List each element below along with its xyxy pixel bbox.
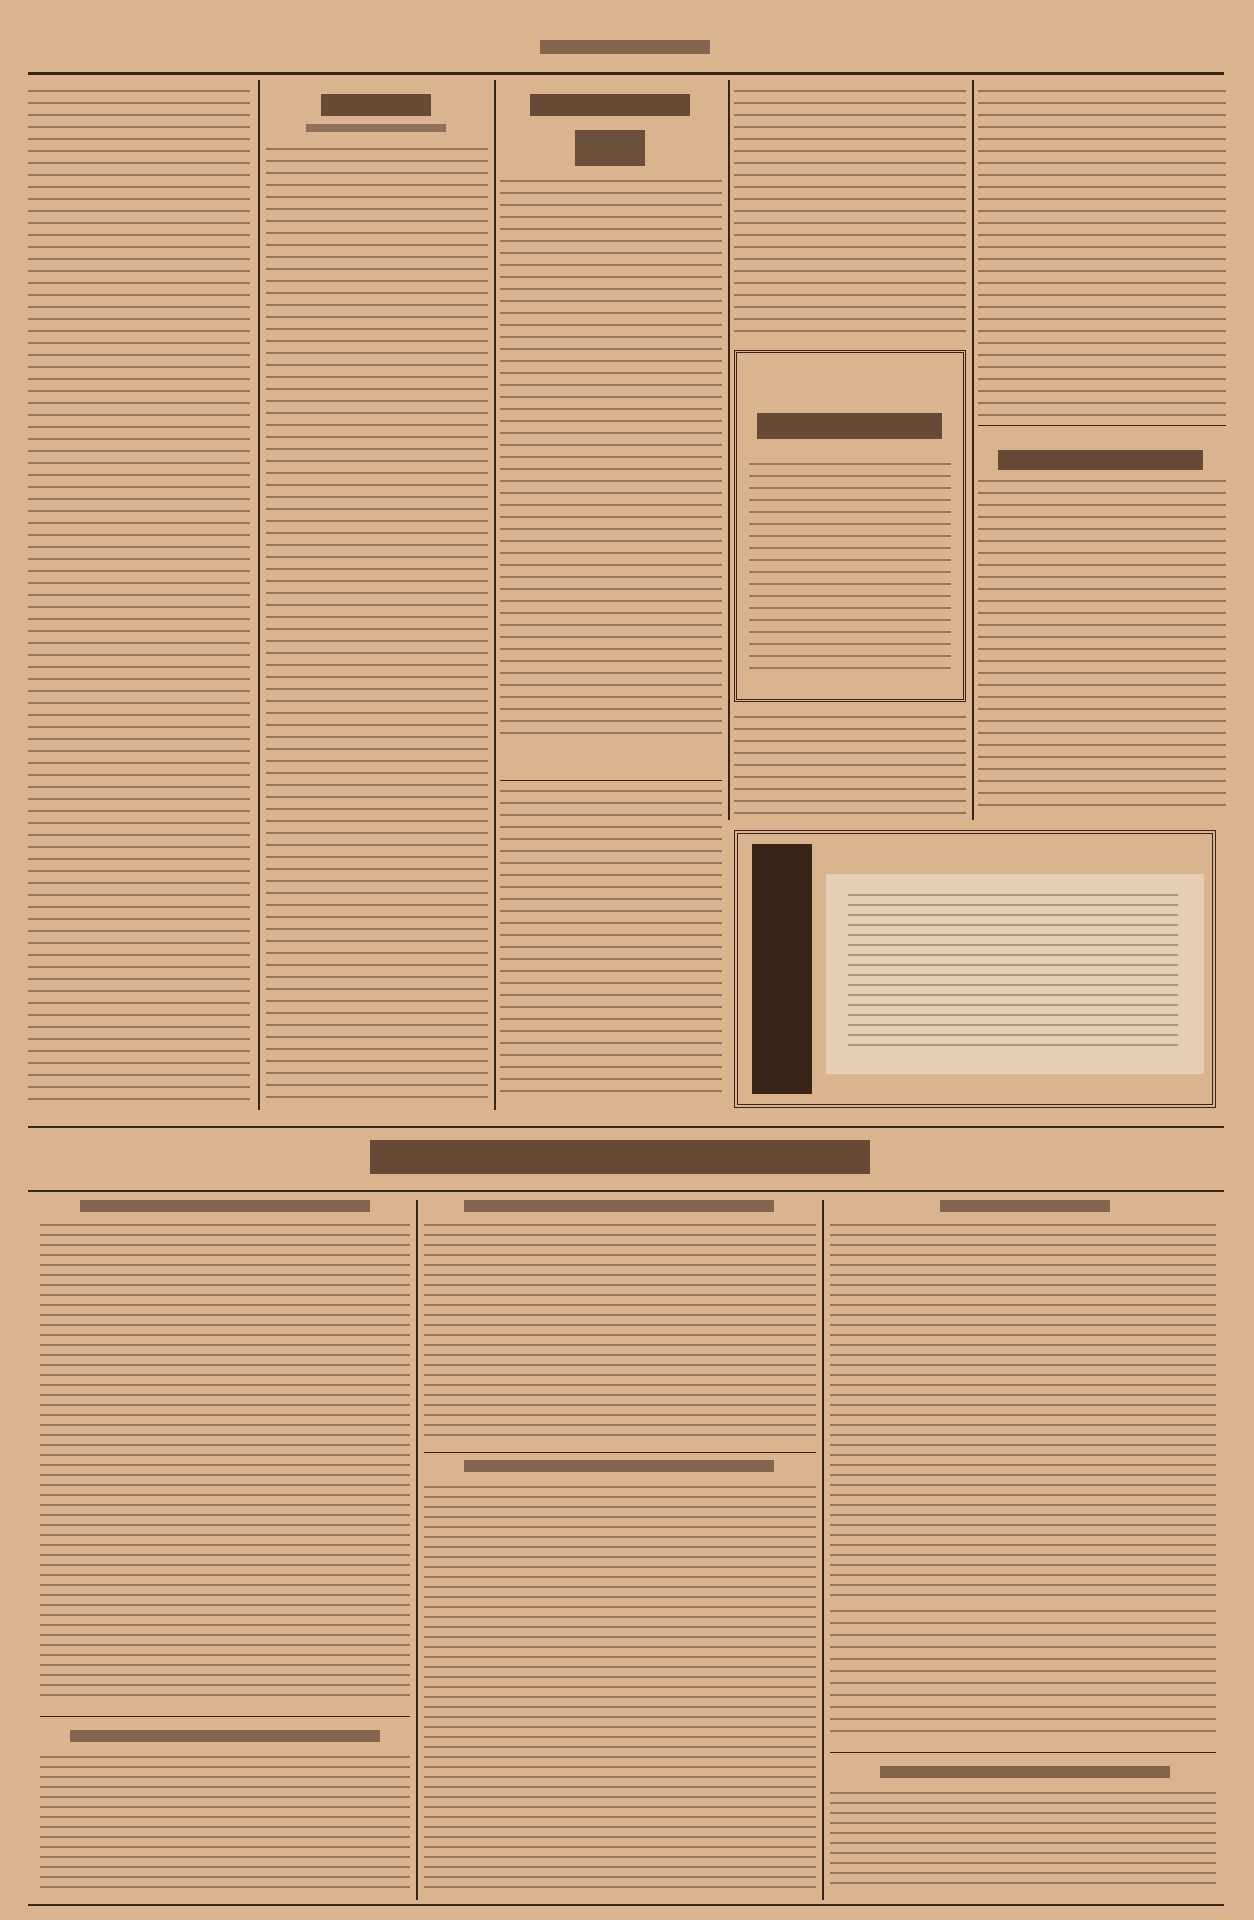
table-heading bbox=[880, 1766, 1170, 1778]
masthead-bar bbox=[540, 40, 710, 54]
vertical-brand-banner bbox=[752, 844, 812, 1094]
column-divider bbox=[416, 1200, 418, 1900]
timetable bbox=[424, 1486, 816, 1896]
section-subheading bbox=[306, 124, 446, 132]
column-4 bbox=[734, 80, 966, 820]
column-text bbox=[978, 90, 1226, 420]
column-1 bbox=[28, 80, 250, 1110]
column-divider bbox=[494, 80, 496, 1110]
bottle-advertisement bbox=[734, 830, 1216, 1108]
lower-column-2 bbox=[424, 1200, 816, 1900]
section-heading bbox=[998, 450, 1203, 470]
divider bbox=[830, 1752, 1216, 1753]
column-divider bbox=[728, 80, 730, 820]
column-divider bbox=[822, 1200, 824, 1900]
bottle-label-text bbox=[848, 894, 1178, 1054]
table-heading bbox=[80, 1200, 370, 1212]
section-heading bbox=[530, 94, 690, 116]
column-2 bbox=[266, 80, 488, 1110]
column-text bbox=[266, 148, 488, 1100]
section-rule bbox=[28, 1126, 1224, 1128]
timetable bbox=[830, 1792, 1216, 1892]
lower-column-1 bbox=[40, 1200, 410, 1900]
section-heading bbox=[321, 94, 431, 116]
column-text bbox=[500, 180, 722, 740]
column-3 bbox=[500, 80, 722, 1110]
divider bbox=[978, 425, 1226, 426]
masthead-rule bbox=[28, 72, 1224, 75]
column-text bbox=[500, 790, 722, 1100]
table-heading bbox=[70, 1730, 380, 1742]
column-text bbox=[734, 716, 966, 816]
table-heading bbox=[464, 1460, 774, 1472]
table-heading bbox=[464, 1200, 774, 1212]
divider bbox=[40, 1716, 410, 1717]
divider bbox=[424, 1452, 816, 1453]
column-5 bbox=[978, 80, 1226, 820]
section-heading bbox=[370, 1140, 870, 1174]
column-text bbox=[978, 480, 1226, 810]
table-heading bbox=[940, 1200, 1110, 1212]
advertisement-text bbox=[749, 463, 951, 673]
timetable bbox=[40, 1224, 410, 1704]
column-divider bbox=[972, 80, 974, 820]
divider bbox=[500, 780, 722, 781]
column-text bbox=[28, 90, 250, 1100]
lower-column-3 bbox=[830, 1200, 1216, 1900]
timetable bbox=[424, 1224, 816, 1444]
column-text bbox=[830, 1610, 1216, 1740]
section-rule bbox=[28, 1190, 1224, 1192]
timetable bbox=[830, 1224, 1216, 1604]
advertisement-heading bbox=[757, 413, 942, 439]
column-divider bbox=[258, 80, 260, 1110]
timetable bbox=[40, 1756, 410, 1896]
column-text bbox=[734, 90, 966, 340]
bottom-rule bbox=[28, 1904, 1224, 1906]
advertisement-box bbox=[734, 350, 966, 702]
ship-illustration bbox=[575, 130, 645, 166]
